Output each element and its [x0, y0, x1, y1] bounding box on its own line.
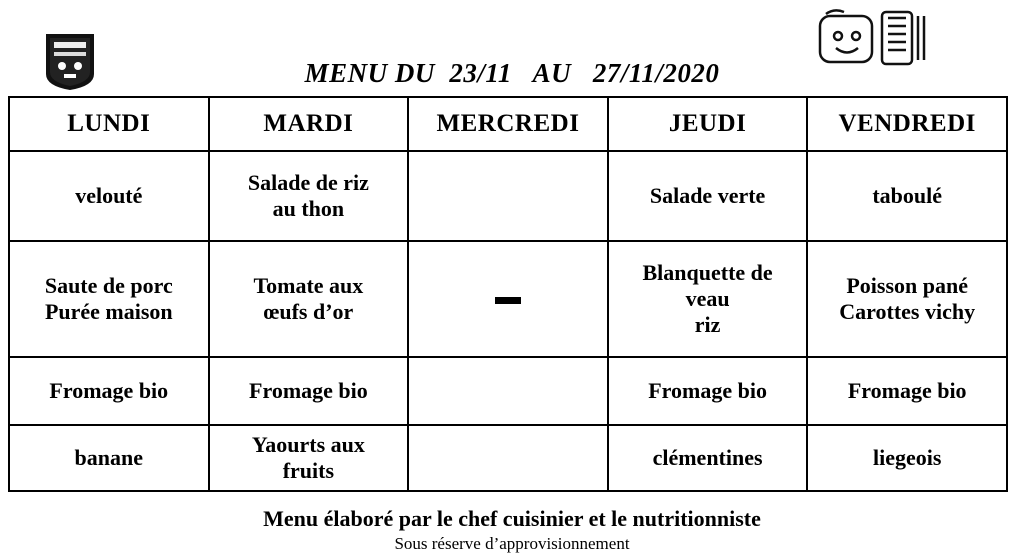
table-row [9, 241, 1007, 357]
cell-text: Fromage bio [249, 378, 368, 404]
cell-text: veau [685, 286, 730, 312]
table-header-row [9, 97, 1007, 151]
column-header-jeudi: JEUDI [608, 97, 808, 151]
cell-entree-mercredi [408, 151, 608, 241]
weekly-menu-table [8, 96, 1008, 492]
cell-text: Salade verte [649, 183, 766, 209]
cell-text: clémentines [652, 445, 763, 471]
cell-fromage-mercredi [408, 357, 608, 425]
table-row [9, 151, 1007, 241]
cell-plat-jeudi [608, 241, 808, 357]
cell-fromage-lundi [9, 357, 209, 425]
cell-text: Poisson pané [846, 273, 969, 299]
cell-text: œufs d’or [263, 299, 354, 324]
cell-dessert-mercredi [408, 425, 608, 491]
cell-dessert-lundi [9, 425, 209, 491]
cell-text: taboulé [872, 183, 943, 209]
cell-text: Yaourts aux [251, 432, 365, 458]
cell-text: Salade de riz [247, 170, 369, 196]
column-header-lundi: LUNDI [9, 97, 209, 151]
cell-text: au thon [272, 196, 345, 221]
cell-plat-mardi [209, 241, 409, 357]
cell-entree-lundi [9, 151, 209, 241]
cell-text: Carottes vichy [839, 299, 976, 324]
table-row [9, 357, 1007, 425]
footer-note: Menu élaboré par le chef cuisinier et le nutritionniste [263, 506, 761, 531]
table-row [9, 425, 1007, 491]
cell-entree-mardi [209, 151, 409, 241]
cell-plat-lundi [9, 241, 209, 357]
column-header-vendredi: VENDREDI [807, 97, 1007, 151]
cell-entree-jeudi [608, 151, 808, 241]
cell-dessert-jeudi [608, 425, 808, 491]
cell-dessert-vendredi [807, 425, 1007, 491]
cell-text: velouté [75, 183, 143, 209]
cell-text: banane [74, 445, 144, 471]
cell-fromage-vendredi [807, 357, 1007, 425]
empty-dash-mark [495, 297, 521, 304]
cell-text: Saute de porc [44, 273, 173, 299]
cell-plat-vendredi [807, 241, 1007, 357]
column-header-mercredi: MERCREDI [408, 97, 608, 151]
cell-text: Fromage bio [847, 378, 967, 404]
cell-fromage-jeudi [608, 357, 808, 425]
cell-text: Blanquette de [642, 260, 773, 286]
column-header-mardi: MARDI [209, 97, 409, 151]
cell-text: Purée maison [44, 299, 173, 324]
cell-text: Fromage bio [49, 378, 169, 404]
cell-text: liegeois [872, 445, 942, 471]
cell-text: riz [694, 311, 721, 337]
cell-plat-mercredi [408, 241, 608, 357]
cell-entree-vendredi [807, 151, 1007, 241]
page-title: MENU DU 23/11 AU 27/11/2020 [304, 58, 720, 88]
footer-subnote: Sous réserve d’approvisionnement [394, 534, 630, 553]
cell-dessert-mardi [209, 425, 409, 491]
cell-text: Tomate aux [253, 273, 364, 299]
cell-text: Fromage bio [648, 378, 767, 404]
cell-text: fruits [282, 458, 335, 483]
cell-fromage-mardi [209, 357, 409, 425]
